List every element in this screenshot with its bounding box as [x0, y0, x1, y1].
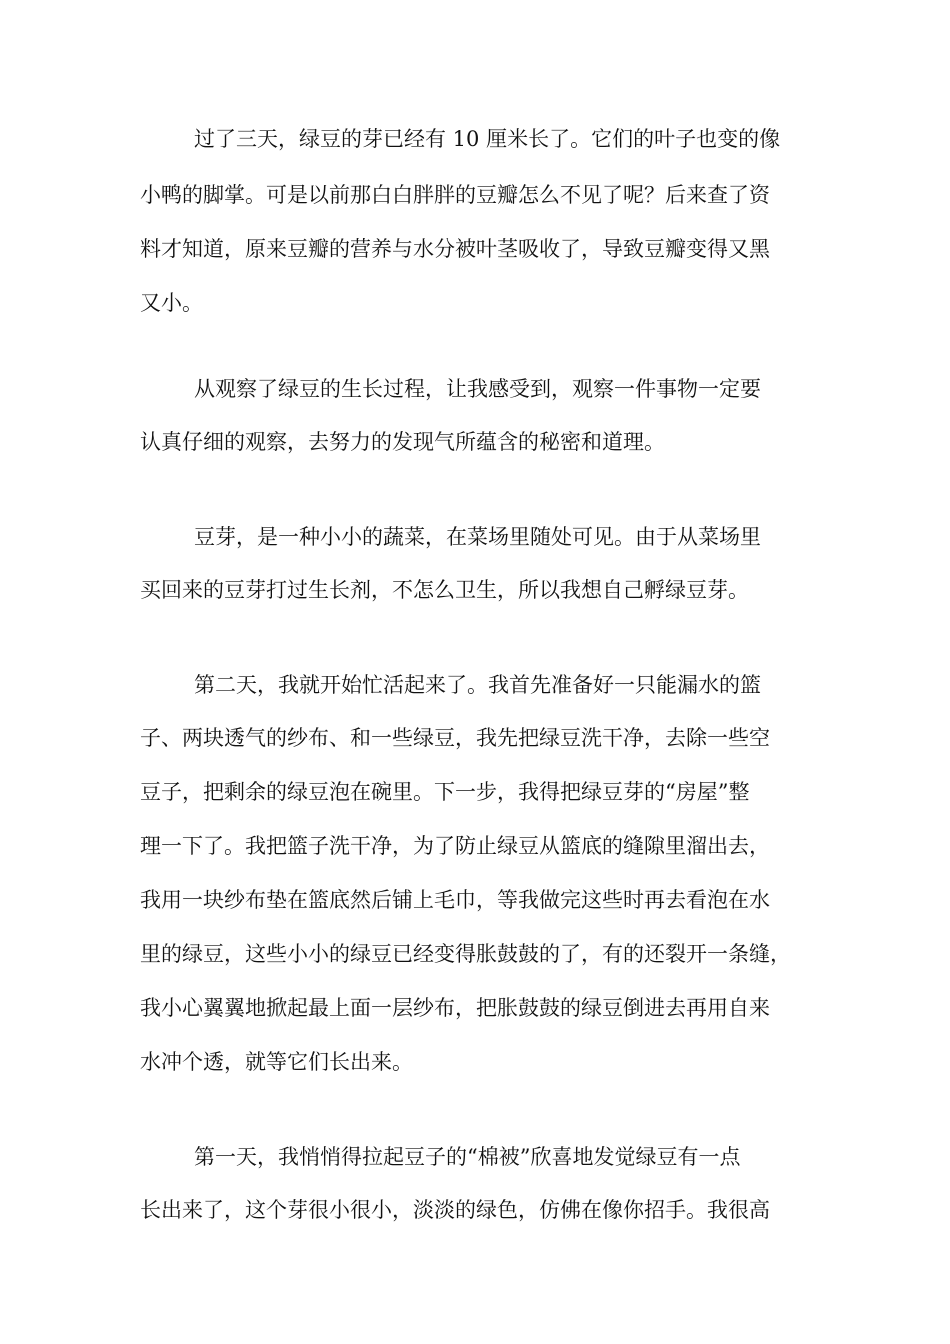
text-line: 第一天，我悄悄得拉起豆子的“棉被”欣喜地发觉绿豆有一点 — [194, 1145, 741, 1169]
text-line: 过了三天，绿豆的芽已经有 10 厘米长了。它们的叶子也变的像 — [194, 127, 781, 151]
text-line: 料才知道，原来豆瓣的营养与水分被叶茎吸收了，导致豆瓣变得又黑 — [140, 237, 770, 261]
text-line: 小鸭的脚掌。可是以前那白白胖胖的豆瓣怎么不见了呢？后来查了资 — [140, 183, 770, 207]
text-line: 又小。 — [140, 291, 203, 315]
text-line: 第二天，我就开始忙活起来了。我首先准备好一只能漏水的篮 — [194, 673, 761, 697]
text-line: 水冲个透，就等它们长出来。 — [140, 1050, 413, 1074]
text-line: 我小心翼翼地掀起最上面一层纱布，把胀鼓鼓的绿豆倒进去再用自来 — [140, 996, 770, 1020]
text-line: 买回来的豆芽打过生长剂，不怎么卫生，所以我想自己孵绿豆芽。 — [140, 578, 749, 602]
text-line: 理一下了。我把篮子洗干净，为了防止绿豆从篮底的缝隙里溜出去， — [140, 834, 770, 858]
text-line: 豆芽，是一种小小的蔬菜，在菜场里随处可见。由于从菜场里 — [194, 525, 761, 549]
text-line: 豆子，把剩余的绿豆泡在碗里。下一步，我得把绿豆芽的“房屋”整 — [140, 780, 750, 804]
text-line: 长出来了，这个芽很小很小，淡淡的绿色，仿佛在像你招手。我很高 — [140, 1198, 770, 1222]
text-line: 里的绿豆，这些小小的绿豆已经变得胀鼓鼓的了，有的还裂开一条缝， — [140, 942, 791, 966]
text-line: 子、两块透气的纱布、和一些绿豆，我先把绿豆洗干净，去除一些空 — [140, 726, 770, 750]
text-line: 从观察了绿豆的生长过程，让我感受到，观察一件事物一定要 — [194, 377, 761, 401]
text-line: 认真仔细的观察，去努力的发现气所蕴含的秘密和道理。 — [140, 430, 665, 454]
text-line: 我用一块纱布垫在篮底然后铺上毛巾，等我做完这些时再去看泡在水 — [140, 888, 770, 912]
